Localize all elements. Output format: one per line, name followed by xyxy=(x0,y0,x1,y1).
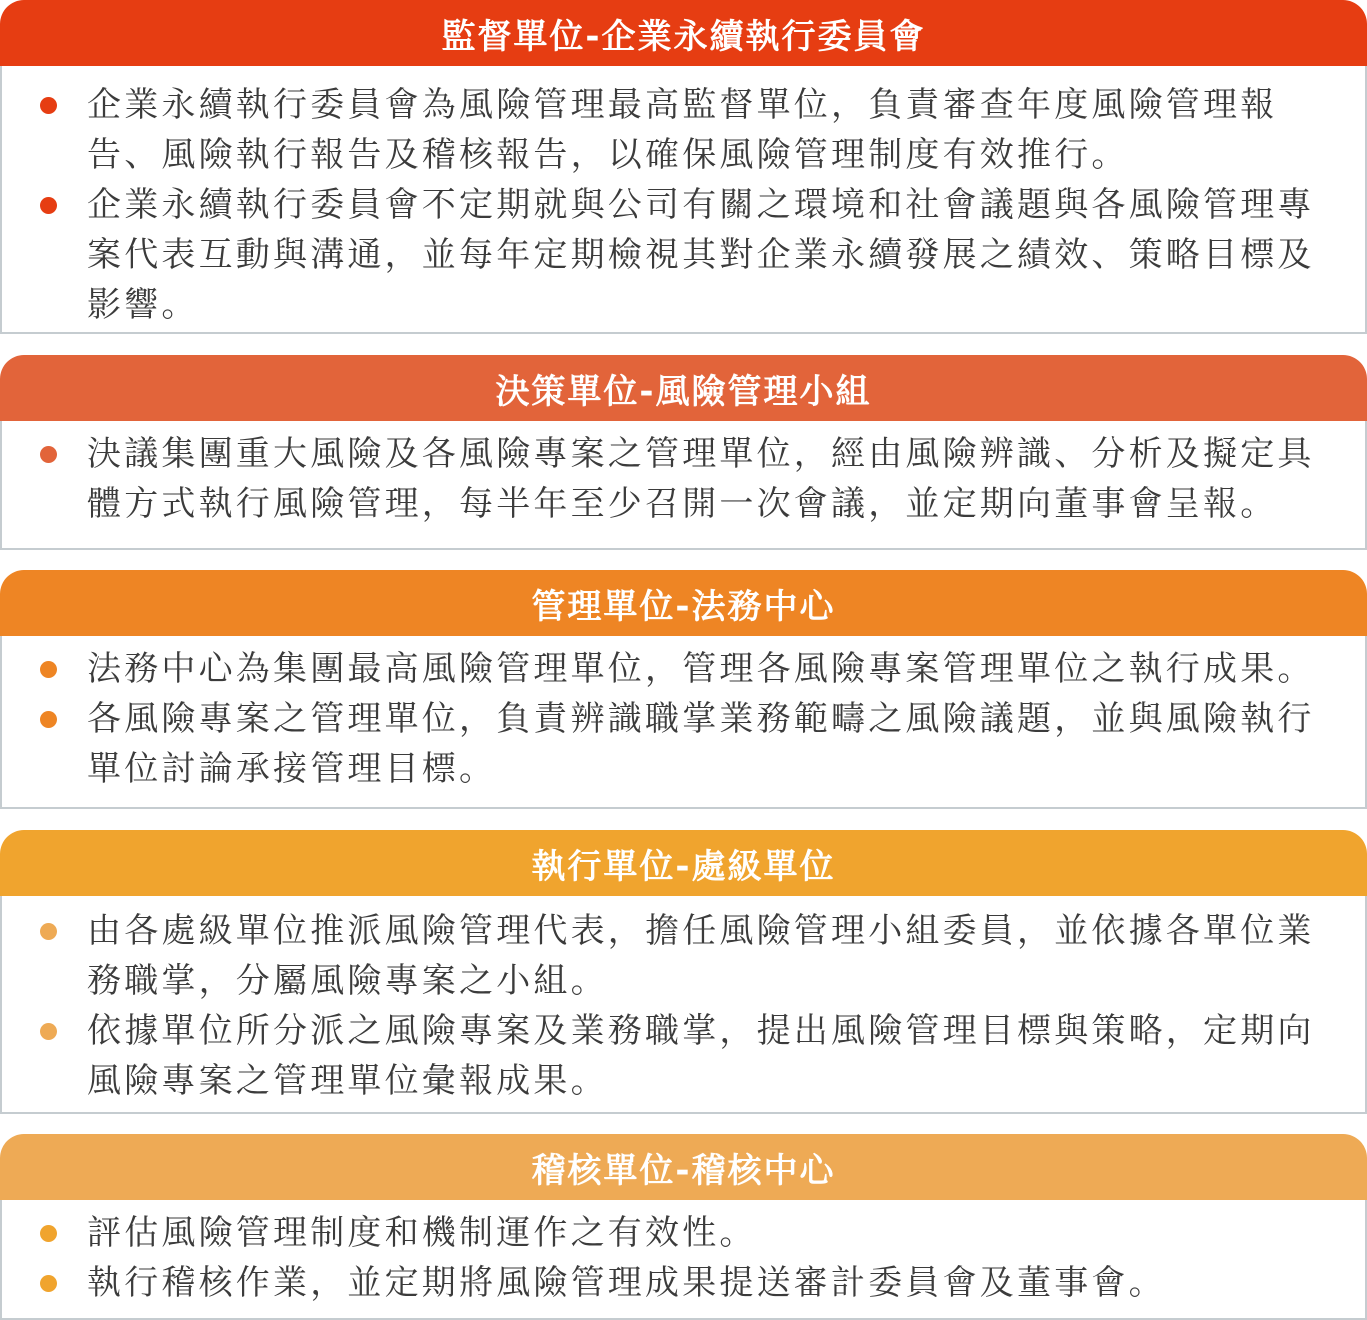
list-item xyxy=(40,1258,1315,1308)
list-item-text: 決議集團重大風險及各風險專案之管理單位，經由風險辨識、分析及擬定具體方式執行風險管理，每半年至少召開一次會議，並定期向董事會呈報。 xyxy=(87,434,1315,524)
bullet-icon xyxy=(40,197,57,214)
section-decision xyxy=(0,355,1367,550)
section-body xyxy=(0,1200,1367,1320)
list-item xyxy=(40,1006,1315,1106)
section-execution xyxy=(0,830,1367,1114)
bullet-icon xyxy=(40,923,57,940)
section-header: 管理單位-法務中心 xyxy=(0,570,1367,636)
section-header: 決策單位-風險管理小組 xyxy=(0,355,1367,421)
list-item xyxy=(40,1208,1315,1258)
list-item xyxy=(40,80,1315,180)
list-item-text: 企業永續執行委員會不定期就與公司有關之環境和社會議題與各風險管理專案代表互動與溝通，並每年定期檢視其對企業永續發展之績效、策略目標及影響。 xyxy=(87,185,1315,325)
list-item-text: 企業永續執行委員會為風險管理最高監督單位，負責審查年度風險管理報告、風險執行報告及稽核報告，以確保風險管理制度有效推行。 xyxy=(87,85,1278,175)
section-header: 執行單位-處級單位 xyxy=(0,830,1367,896)
bullet-icon xyxy=(40,1225,57,1242)
list-item xyxy=(40,906,1315,1006)
bullet-icon xyxy=(40,97,57,114)
list-item-text: 由各處級單位推派風險管理代表，擔任風險管理小組委員，並依據各單位業務職掌，分屬風險專案之小組。 xyxy=(87,911,1315,1001)
bullet-icon xyxy=(40,446,57,463)
section-header: 稽核單位-稽核中心 xyxy=(0,1134,1367,1200)
list-item-text: 各風險專案之管理單位，負責辨識職掌業務範疇之風險議題，並與風險執行單位討論承接管理目標。 xyxy=(87,699,1315,789)
section-body xyxy=(0,896,1367,1114)
bullet-icon xyxy=(40,661,57,678)
section-header: 監督單位-企業永續執行委員會 xyxy=(0,0,1367,66)
list-item xyxy=(40,694,1315,794)
list-item xyxy=(40,429,1315,529)
list-item-text: 評估風險管理制度和機制運作之有效性。 xyxy=(87,1213,757,1253)
section-management xyxy=(0,570,1367,809)
section-body xyxy=(0,421,1367,550)
list-item xyxy=(40,644,1315,694)
bullet-icon xyxy=(40,1275,57,1292)
bullet-icon xyxy=(40,1023,57,1040)
bullet-icon xyxy=(40,711,57,728)
section-audit xyxy=(0,1134,1367,1320)
section-supervision xyxy=(0,0,1367,334)
list-item-text: 法務中心為集團最高風險管理單位，管理各風險專案管理單位之執行成果。 xyxy=(87,649,1315,689)
section-body xyxy=(0,66,1367,334)
list-item xyxy=(40,180,1315,330)
list-item-text: 執行稽核作業，並定期將風險管理成果提送審計委員會及董事會。 xyxy=(87,1263,1166,1303)
list-item-text: 依據單位所分派之風險專案及業務職掌，提出風險管理目標與策略，定期向風險專案之管理單位彙報成果。 xyxy=(87,1011,1315,1101)
section-body xyxy=(0,636,1367,809)
